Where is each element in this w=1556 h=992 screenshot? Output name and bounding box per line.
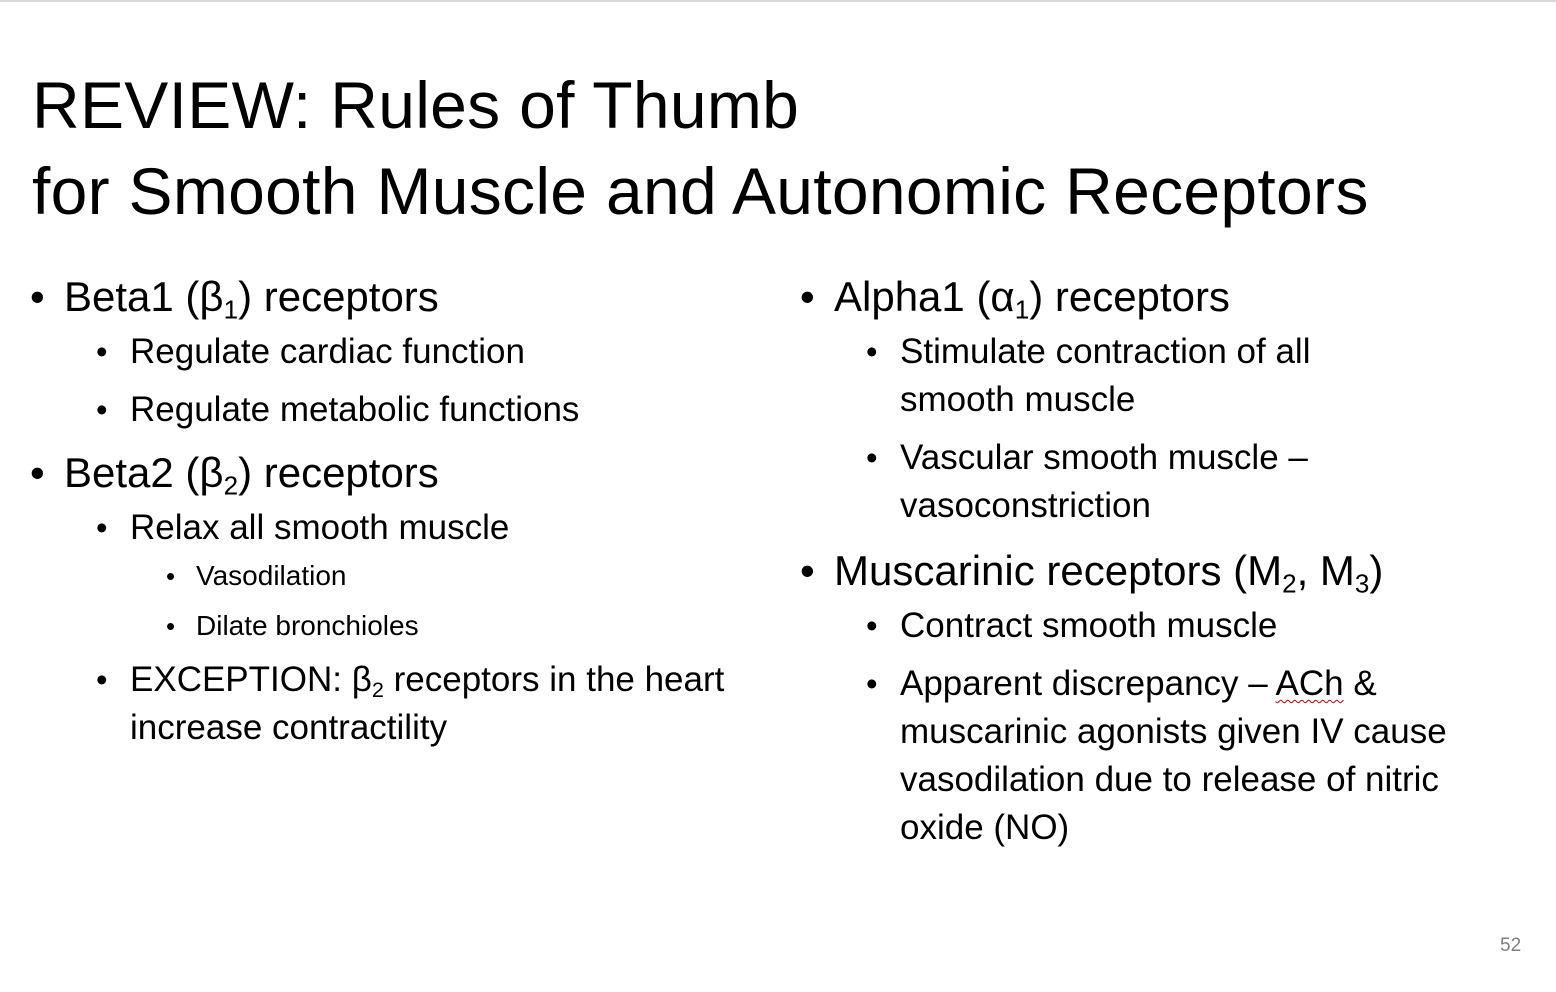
- alpha1-item: [866, 434, 1420, 530]
- muscarinic-discrepancy-item: [866, 660, 1520, 852]
- discrepancy-suffix: & muscarinic agonists given IV cause vasodilation due to release of nitric oxide (NO): [900, 664, 1447, 847]
- title-line-2: for Smooth Muscle and Autonomic Receptors: [32, 154, 1369, 228]
- bullet-icon: •: [866, 333, 878, 370]
- bullet-icon: •: [866, 607, 878, 644]
- exception-prefix: EXCEPTION: β: [130, 660, 372, 699]
- ach-spellcheck-word: ACh: [1275, 664, 1344, 703]
- beta2-subitem-text: Vasodilation: [196, 560, 347, 591]
- page-number: 52: [1500, 935, 1522, 956]
- beta1-item-text: Regulate cardiac function: [130, 332, 525, 371]
- bullet-icon: •: [166, 561, 176, 591]
- beta2-suffix: ) receptors: [238, 449, 439, 496]
- alpha1-item: [866, 328, 1420, 424]
- beta2-subitem: [166, 556, 760, 596]
- bullet-icon: •: [96, 333, 108, 370]
- bullet-icon: •: [800, 273, 815, 320]
- beta1-item: [96, 328, 760, 376]
- muscarinic-item: [866, 602, 1540, 650]
- beta1-prefix: Beta1 (β: [64, 273, 224, 320]
- top-border: [0, 0, 1556, 2]
- alpha1-suffix: ) receptors: [1029, 273, 1230, 320]
- exception-subscript: 2: [371, 677, 384, 703]
- alpha1-item-text: Vascular smooth muscle – vasoconstriction: [900, 438, 1308, 525]
- beta2-subitem: [166, 606, 760, 646]
- discrepancy-prefix: Apparent discrepancy –: [900, 664, 1276, 703]
- bullet-icon: •: [96, 391, 108, 428]
- muscarinic-subscript-1: 2: [1282, 568, 1297, 599]
- bullet-icon: •: [866, 665, 878, 702]
- alpha1-heading: [800, 272, 1540, 325]
- muscarinic-suffix: ): [1369, 547, 1384, 594]
- beta2-heading: [30, 448, 760, 501]
- beta1-subscript: 1: [223, 294, 239, 325]
- bullet-icon: •: [800, 547, 815, 594]
- bullet-icon: •: [866, 439, 878, 476]
- slide-title: [32, 62, 1532, 234]
- muscarinic-prefix: Muscarinic receptors (M: [834, 547, 1283, 594]
- muscarinic-item-text: Contract smooth muscle: [900, 606, 1278, 645]
- beta1-item-text: Regulate metabolic functions: [130, 390, 580, 429]
- bullet-icon: •: [30, 273, 45, 320]
- muscarinic-mid: , M: [1296, 547, 1355, 594]
- muscarinic-subscript-2: 3: [1354, 568, 1370, 599]
- beta1-heading: [30, 272, 760, 325]
- alpha1-prefix: Alpha1 (α: [834, 273, 1015, 320]
- beta2-subscript: 2: [223, 470, 239, 501]
- left-column: [30, 272, 760, 762]
- beta2-subitem-text: Dilate bronchioles: [196, 610, 419, 641]
- exception-suffix: receptors in the heart increase contractility: [130, 660, 725, 747]
- alpha1-item-text: Stimulate contraction of all smooth muscle: [900, 332, 1311, 419]
- bullet-icon: •: [96, 509, 108, 546]
- beta2-prefix: Beta2 (β: [64, 449, 224, 496]
- bullet-icon: •: [166, 611, 176, 641]
- bullet-icon: •: [30, 449, 45, 496]
- beta1-item: [96, 386, 760, 434]
- alpha1-subscript: 1: [1014, 294, 1030, 325]
- muscarinic-heading: [800, 546, 1540, 599]
- beta2-exception-item: [96, 656, 730, 752]
- right-column: [800, 272, 1540, 862]
- title-line-1: REVIEW: Rules of Thumb: [32, 68, 800, 142]
- beta2-relax-item: [96, 504, 760, 552]
- beta2-relax-text: Relax all smooth muscle: [130, 508, 510, 547]
- beta1-suffix: ) receptors: [238, 273, 439, 320]
- bullet-icon: •: [96, 661, 108, 698]
